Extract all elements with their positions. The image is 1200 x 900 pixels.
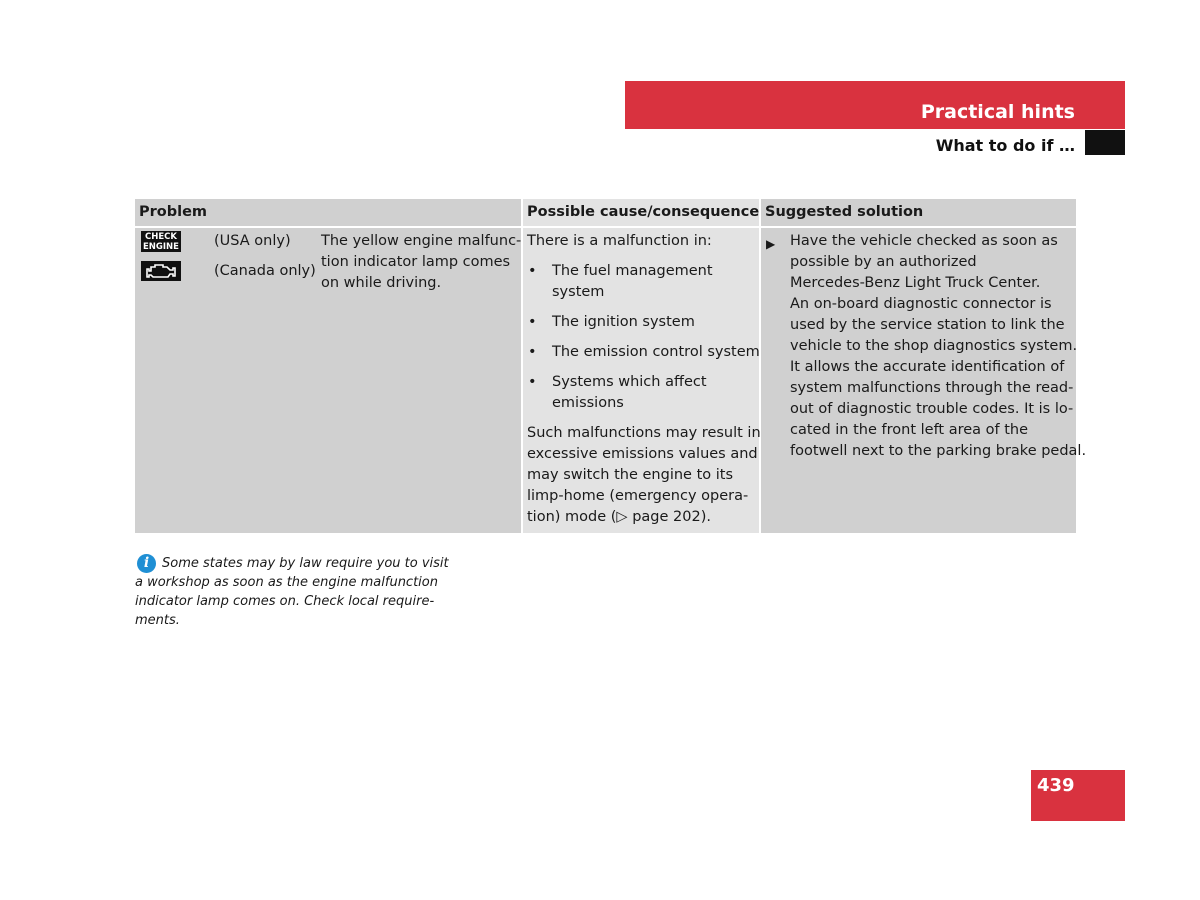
note-line: ments. — [135, 613, 180, 628]
bullet-icon: • — [528, 344, 537, 360]
subsection-title: What to do if … — [935, 136, 1075, 155]
solution-line: An on-board diagnostic connector is — [790, 296, 1052, 312]
list-item-line: The ignition system — [552, 314, 695, 330]
solution-line: footwell next to the parking brake pedal. — [790, 443, 1087, 459]
bullet-icon: • — [528, 314, 537, 330]
consequence-line: Such malfunctions may result in — [527, 425, 761, 441]
solution-line: system malfunctions through the read- — [790, 380, 1074, 396]
page-number: 439 — [1037, 775, 1075, 796]
list-item-line: Systems which affect — [552, 374, 707, 390]
consequence-line: limp-home (emergency opera- — [527, 488, 749, 504]
solution-line: out of diagnostic trouble codes. It is lo- — [790, 401, 1074, 417]
solution-line: used by the service station to link the — [790, 317, 1065, 333]
region-canada: (Canada only) — [214, 263, 316, 279]
solution-line: vehicle to the shop diagnostics system. — [790, 338, 1078, 354]
engine-icon — [141, 261, 181, 281]
arrow-right-icon: ▶ — [766, 237, 776, 251]
header-cause: Possible cause/consequence — [523, 199, 759, 226]
solution-cell — [761, 228, 1087, 533]
header-solution: Suggested solution — [761, 199, 1076, 226]
check-engine-icon — [141, 231, 181, 252]
info-icon: i — [137, 554, 156, 573]
problem-table — [135, 199, 1087, 533]
note-line: a workshop as soon as the engine malfunction — [135, 575, 438, 590]
header-problem: Problem — [135, 199, 521, 226]
list-item-line: The fuel management — [552, 263, 713, 279]
list-item-line: emissions — [552, 395, 624, 411]
cause-intro: There is a malfunction in: — [527, 233, 712, 249]
solution-line: It allows the accurate identification of — [790, 359, 1065, 375]
solution-line: Mercedes-Benz Light Truck Center. — [790, 275, 1041, 291]
check-engine-icon-line1: CHECK — [145, 232, 177, 242]
problem-text-line1: The yellow engine malfunc- — [321, 233, 522, 249]
consequence-line-page-ref[interactable]: tion) mode (▷ page 202). — [527, 509, 711, 525]
list-item-line: system — [552, 284, 605, 300]
region-usa: (USA only) — [214, 233, 291, 249]
problem-cell — [135, 228, 521, 533]
cause-cell — [523, 228, 759, 533]
note-line: Some states may by law require you to visit — [162, 556, 449, 571]
check-engine-icon-line2: ENGINE — [143, 242, 179, 252]
note-line: indicator lamp comes on. Check local require- — [135, 594, 435, 609]
problem-text-line3: on while driving. — [321, 275, 442, 291]
solution-line: cated in the front left area of the — [790, 422, 1029, 438]
solution-line: possible by an authorized — [790, 254, 977, 270]
section-tab-marker — [1085, 130, 1125, 155]
section-title: Practical hints — [920, 101, 1075, 123]
consequence-line: excessive emissions values and — [527, 446, 758, 462]
consequence-line: may switch the engine to its — [527, 467, 734, 483]
bullet-icon: • — [528, 374, 537, 390]
bullet-icon: • — [528, 263, 537, 279]
solution-line: Have the vehicle checked as soon as — [790, 233, 1058, 249]
problem-text-line2: tion indicator lamp comes — [321, 254, 511, 270]
list-item-line: The emission control system — [552, 344, 760, 360]
